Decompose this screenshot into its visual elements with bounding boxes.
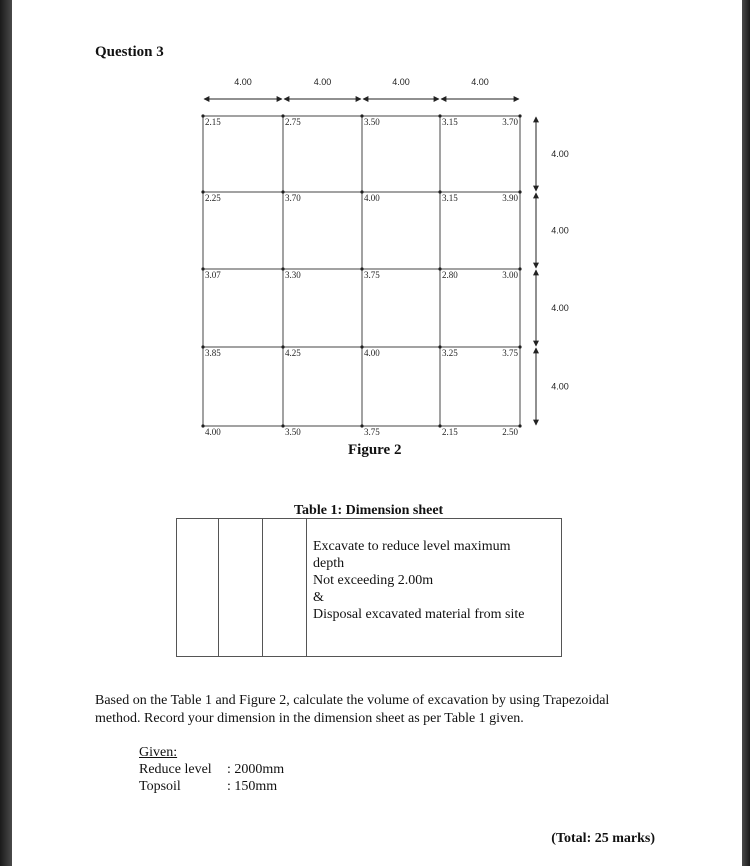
level-label: 2.15: [205, 117, 221, 127]
grid-point-marker: [281, 114, 284, 117]
level-label: 4.00: [205, 427, 221, 437]
level-label: 2.50: [502, 427, 518, 437]
level-label: 3.70: [285, 193, 301, 203]
level-label: 4.00: [364, 193, 380, 203]
squaring-column: [263, 519, 307, 656]
grid-point-marker: [360, 114, 363, 117]
grid-point-marker: [518, 190, 521, 193]
grid-point-marker: [360, 424, 363, 427]
grid-point-marker: [518, 424, 521, 427]
grid-point-marker: [281, 424, 284, 427]
vertical-spacing-label: 4.00: [551, 381, 569, 392]
vertical-spacing-label: 4.00: [551, 225, 569, 236]
grid-point-marker: [518, 114, 521, 117]
grid-point-marker: [201, 190, 204, 193]
grid-point-marker: [438, 114, 441, 117]
grid-point-marker: [360, 267, 363, 270]
dimension-sheet-table: [176, 518, 562, 657]
level-label: 3.15: [442, 193, 458, 203]
level-label: 3.50: [285, 427, 301, 437]
grid-point-marker: [438, 345, 441, 348]
grid-point-marker: [281, 345, 284, 348]
instruction-text: Based on the Table 1 and Figure 2, calculate the volume of excavation by using Trapezoidal method. Record your dimension in the dimension sheet as per Table 1 given.: [95, 693, 610, 726]
level-label: 3.75: [502, 348, 518, 358]
level-label: 2.80: [442, 270, 458, 280]
grid-point-marker: [281, 190, 284, 193]
topsoil-value: : 150mm: [227, 779, 278, 794]
description-line: &: [313, 590, 324, 605]
level-label: 2.25: [205, 193, 221, 203]
grid-point-marker: [438, 190, 441, 193]
grid-point-marker: [281, 267, 284, 270]
question-title: Question 3: [95, 44, 164, 60]
level-label: 3.30: [285, 270, 301, 280]
description-line: Not exceeding 2.00m: [313, 573, 434, 588]
grid-point-marker: [438, 267, 441, 270]
reduce-level-value: : 2000mm: [227, 762, 285, 777]
horizontal-spacing-label: 4.00: [313, 77, 332, 87]
level-label: 4.00: [364, 348, 380, 358]
grid-point-marker: [201, 345, 204, 348]
level-label: 3.85: [205, 348, 221, 358]
grid-point-marker: [201, 267, 204, 270]
horizontal-spacing-label: 4.00: [471, 77, 489, 87]
given-row-topsoil: [139, 778, 284, 795]
horizontal-spacing-label: 4.00: [392, 77, 410, 87]
dimension-column: [219, 519, 263, 656]
description-line: depth: [313, 556, 345, 571]
grid-point-marker: [518, 345, 521, 348]
description-line: Disposal excavated material from site: [313, 607, 525, 622]
level-label: 3.50: [364, 117, 380, 127]
given-heading: Given:: [139, 745, 178, 760]
level-label: 3.90: [502, 193, 518, 203]
level-label: 2.15: [442, 427, 458, 437]
grid-point-marker: [360, 345, 363, 348]
horizontal-spacing-label: 4.00: [234, 77, 252, 87]
level-label: 3.70: [502, 117, 518, 127]
level-label: 3.15: [442, 117, 458, 127]
figure-caption: Figure 2: [348, 442, 402, 458]
table-caption: Table 1: Dimension sheet: [294, 503, 444, 518]
level-label: 3.25: [442, 348, 458, 358]
level-label: 3.00: [502, 270, 518, 280]
grid-point-marker: [201, 424, 204, 427]
grid-point-marker: [518, 267, 521, 270]
grid-point-marker: [438, 424, 441, 427]
reduce-level-label: Reduce level: [139, 762, 212, 777]
vertical-spacing-label: 4.00: [551, 149, 569, 159]
level-label: 2.75: [285, 117, 301, 127]
description-line: Excavate to reduce level maximum: [313, 539, 511, 554]
given-row-reduce-level: [139, 761, 284, 778]
grid-point-marker: [360, 190, 363, 193]
topsoil-label: Topsoil: [139, 779, 181, 794]
level-label: 3.75: [364, 427, 380, 437]
total-marks: (Total: 25 marks): [551, 831, 655, 846]
given-block: [139, 744, 284, 795]
grid-point-marker: [201, 114, 204, 117]
level-label: 4.25: [285, 348, 301, 358]
level-label: 3.75: [364, 270, 380, 280]
vertical-spacing-label: 4.00: [551, 303, 569, 313]
timesing-column: [177, 519, 219, 656]
level-label: 3.07: [205, 270, 221, 280]
description-column: [307, 519, 561, 656]
